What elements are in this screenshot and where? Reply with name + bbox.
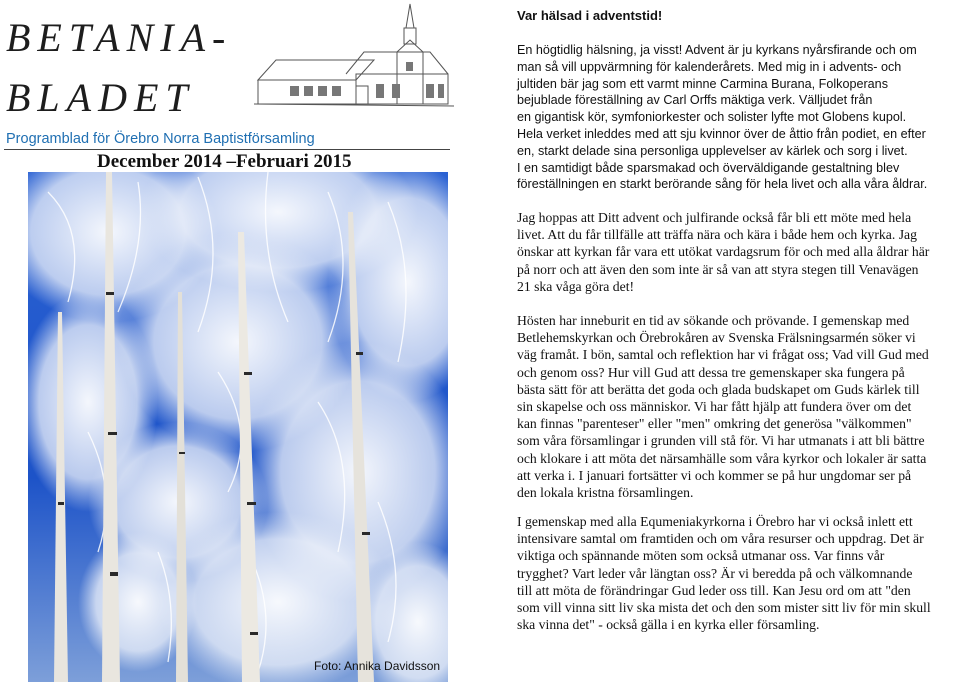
- text-line: Jag hoppas att Ditt advent och julfirande också får bli ett möte med hela: [517, 210, 912, 225]
- paragraph-advent-wish: [517, 209, 957, 295]
- text-line: som våra församlingar i grunden vill stå för. Vi har utmanats i att bli bättre: [517, 433, 925, 449]
- text-line: väg framåt. I bön, samtal och reflektion har vi frågat oss; Vad vill Gud med: [517, 347, 929, 363]
- text-line: sin skapelse och oss människor. Vi har fått hjälp att fundera över om det: [517, 399, 912, 415]
- text-line: Hela verket inleddes med att sju kvinnor över de åttio från podiet, en efter: [517, 126, 926, 141]
- text-line: viktiga och spännande möten som också utmanar oss. Var finns vår: [517, 548, 885, 564]
- text-line: önskar att kyrkan får vara ett utökat vardagsrum för och med alla åldrar här: [517, 244, 930, 260]
- photo-credit: Foto: Annika Davidsson: [314, 659, 441, 673]
- text-line: Betlehemskyrkan och Örebrokåren av Svenska Frälsningsarmén söker vi: [517, 330, 916, 346]
- text-line: som vill vinna sitt liv ska mista det och den som mister sitt liv för min skull: [517, 600, 931, 616]
- text-line: en gigantisk kör, symfoniorkester och solister lyfte mot Globens kupol.: [517, 110, 907, 125]
- text-line: att verka i. I januari fortsätter vi och kommer se på hur ungdomar ser på: [517, 467, 912, 483]
- masthead-title-line1: BETANIA-: [6, 15, 233, 60]
- text-line: trygghet? Vart leder vår längtan oss? Är vi beredda på och välkomnande: [517, 565, 913, 581]
- masthead-title-line2: BLADET: [6, 75, 195, 120]
- text-line: och klokare i att möta det närsamhälle som våra kyrkor och lokaler är satta: [517, 450, 927, 466]
- paragraph-autumn: [517, 312, 957, 501]
- issue-date: December 2014 –Februari 2015: [97, 151, 352, 172]
- text-line: kan finnas "parenteser" eller "men" omkring det generösa "välkommen": [517, 416, 912, 432]
- text-line: den lokala kristna församlingen.: [517, 485, 694, 501]
- text-line: livet. Att du får tillfälle att träffa nära och kära i både hem och kyrka. Jag: [517, 227, 917, 243]
- text-line: jultiden bär jag som ett varmt minne Carmina Burana, Folkoperans: [517, 76, 888, 91]
- church-logo: [254, 2, 454, 110]
- intro-paragraph: [517, 42, 957, 193]
- masthead-divider: [4, 149, 450, 150]
- text-line: man så vill uppvärmning för kalenderårets. Med mig in i advents- och: [517, 59, 902, 74]
- text-line: bästa sätt för att berätta det goda och glada budskapet om Guds kärlek till: [517, 381, 920, 397]
- parish-name: Programblad för Örebro Norra Baptistförsamling: [6, 131, 315, 147]
- text-line: En högtidlig hälsning, ja visst! Advent är ju kyrkans nyårsfirande och om: [517, 43, 917, 57]
- text-line: ska vinna det" - också gälla i en kyrka eller församling.: [517, 617, 820, 633]
- text-line: och genom oss? Hur vill Gud att dessa tre gemenskaper ska fungera på: [517, 364, 905, 380]
- text-line: 21 ska våga göra det!: [517, 278, 635, 294]
- text-line: en, starkt delade sina personliga upplevelser av kärlek och sorg i livet.: [517, 143, 908, 158]
- paragraph-equmenia: [517, 513, 957, 633]
- cover-photo-frosted-birches: [28, 172, 448, 682]
- text-line: I en samtidigt både sparsmakad och överväldigande gestaltning blev: [517, 160, 900, 175]
- text-line: I gemenskap med alla Equmeniakyrkorna i Örebro har vi också inlett ett: [517, 514, 913, 529]
- text-line: till att möta de förändringar Gud leder oss till. Kan Jesu ord om att "den: [517, 582, 911, 598]
- text-line: intensivare samtal om framtiden och om våra resurser och uppdrag. Det är: [517, 531, 924, 547]
- greeting-heading: Var hälsad i adventstid!: [517, 8, 663, 23]
- text-line: Hösten har inneburit en tid av sökande och prövande. I gemenskap med: [517, 313, 910, 328]
- text-line: på norr och att även den som inte är så van att styra stegen till Venavägen: [517, 261, 919, 277]
- text-line: bejublade föreställning av Carl Orffs mäktiga verk. Välljudet från: [517, 93, 873, 108]
- text-line: föreställningen en starkt berörande sång för hela livet och alla våra åldrar.: [517, 177, 928, 192]
